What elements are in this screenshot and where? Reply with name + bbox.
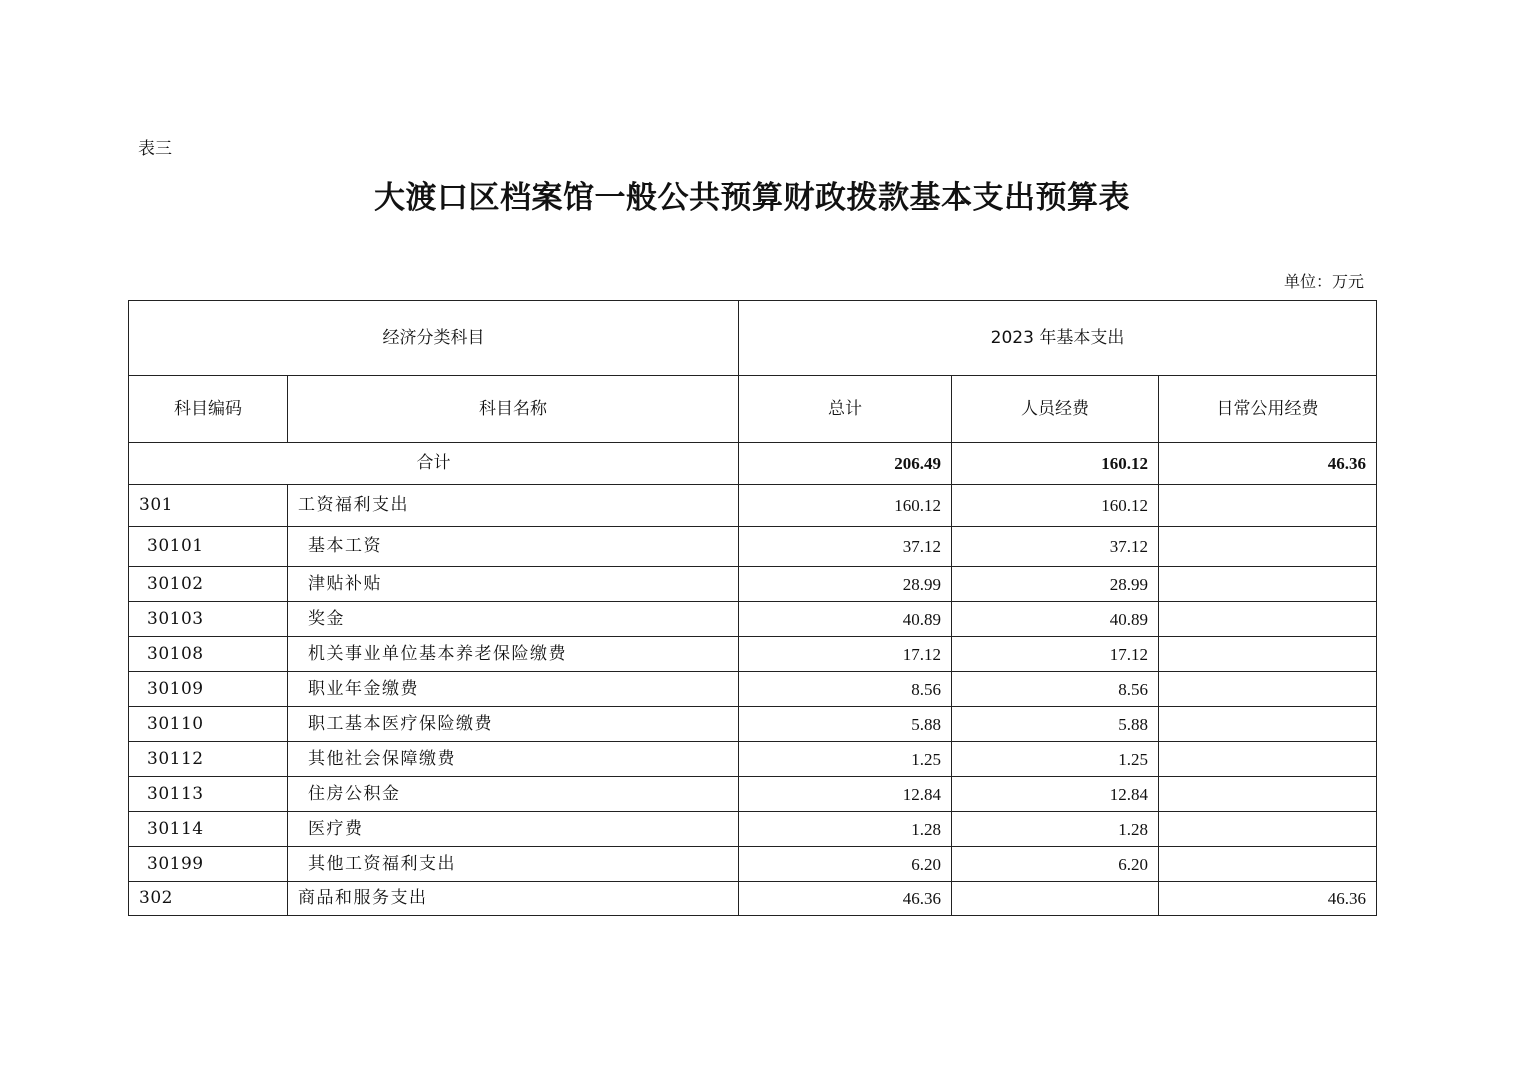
table-row	[129, 527, 1377, 567]
table-row	[129, 637, 1377, 672]
total-row	[129, 443, 1377, 485]
row-name: 其他社会保障缴费	[288, 742, 739, 777]
row-name: 职工基本医疗保险缴费	[288, 707, 739, 742]
row-name: 其他工资福利支出	[288, 847, 739, 882]
table-row	[129, 567, 1377, 602]
row-total: 160.12	[739, 485, 952, 527]
row-public	[1159, 707, 1377, 742]
row-total: 6.20	[739, 847, 952, 882]
budget-table	[128, 300, 1377, 916]
table-label: 表三	[138, 139, 172, 159]
row-personnel: 12.84	[952, 777, 1159, 812]
total-public: 46.36	[1159, 443, 1377, 485]
row-public	[1159, 567, 1377, 602]
row-total: 37.12	[739, 527, 952, 567]
row-total: 1.28	[739, 812, 952, 847]
row-personnel: 1.28	[952, 812, 1159, 847]
table-row	[129, 777, 1377, 812]
row-personnel: 17.12	[952, 637, 1159, 672]
table-row	[129, 672, 1377, 707]
row-personnel: 5.88	[952, 707, 1159, 742]
row-public	[1159, 602, 1377, 637]
row-total: 17.12	[739, 637, 952, 672]
row-code: 30109	[129, 672, 288, 707]
table-row	[129, 847, 1377, 882]
total-total: 206.49	[739, 443, 952, 485]
header-code: 科目编码	[129, 376, 288, 443]
row-name: 奖金	[288, 602, 739, 637]
header-columns-row	[129, 376, 1377, 443]
header-name: 科目名称	[288, 376, 739, 443]
row-public	[1159, 485, 1377, 527]
row-code: 30113	[129, 777, 288, 812]
table-row	[129, 707, 1377, 742]
row-code: 30112	[129, 742, 288, 777]
table-row	[129, 812, 1377, 847]
row-public	[1159, 637, 1377, 672]
row-total: 28.99	[739, 567, 952, 602]
row-code: 30108	[129, 637, 288, 672]
row-personnel: 1.25	[952, 742, 1159, 777]
row-public	[1159, 812, 1377, 847]
row-code: 30102	[129, 567, 288, 602]
row-code: 30114	[129, 812, 288, 847]
row-total: 8.56	[739, 672, 952, 707]
row-name: 津贴补贴	[288, 567, 739, 602]
header-total: 总计	[739, 376, 952, 443]
table-row	[129, 485, 1377, 527]
row-personnel: 8.56	[952, 672, 1159, 707]
row-public	[1159, 847, 1377, 882]
header-public: 日常公用经费	[1159, 376, 1377, 443]
row-public: 46.36	[1159, 882, 1377, 916]
row-code: 302	[129, 882, 288, 916]
row-code: 30103	[129, 602, 288, 637]
row-name: 基本工资	[288, 527, 739, 567]
row-name: 商品和服务支出	[288, 882, 739, 916]
row-public	[1159, 672, 1377, 707]
row-total: 40.89	[739, 602, 952, 637]
row-total: 46.36	[739, 882, 952, 916]
row-public	[1159, 777, 1377, 812]
table-row	[129, 742, 1377, 777]
row-personnel: 40.89	[952, 602, 1159, 637]
row-public	[1159, 742, 1377, 777]
row-code: 301	[129, 485, 288, 527]
row-public	[1159, 527, 1377, 567]
row-name: 职业年金缴费	[288, 672, 739, 707]
header-basic-expenditure: 2023 年基本支出	[739, 301, 1377, 376]
row-total: 5.88	[739, 707, 952, 742]
row-total: 12.84	[739, 777, 952, 812]
row-code: 30199	[129, 847, 288, 882]
total-label: 合计	[129, 443, 739, 485]
header-group-row	[129, 301, 1377, 376]
row-name: 工资福利支出	[288, 485, 739, 527]
row-total: 1.25	[739, 742, 952, 777]
row-code: 30110	[129, 707, 288, 742]
row-personnel: 160.12	[952, 485, 1159, 527]
row-name: 住房公积金	[288, 777, 739, 812]
page-title: 大渡口区档案馆一般公共预算财政拨款基本支出预算表	[374, 180, 1130, 216]
row-name: 机关事业单位基本养老保险缴费	[288, 637, 739, 672]
row-code: 30101	[129, 527, 288, 567]
table-row	[129, 882, 1377, 916]
row-personnel: 37.12	[952, 527, 1159, 567]
row-name: 医疗费	[288, 812, 739, 847]
unit-note: 单位：万元	[1283, 272, 1364, 291]
row-personnel: 28.99	[952, 567, 1159, 602]
row-personnel	[952, 882, 1159, 916]
header-economic-category: 经济分类科目	[129, 301, 739, 376]
row-personnel: 6.20	[952, 847, 1159, 882]
total-personnel: 160.12	[952, 443, 1159, 485]
table-row	[129, 602, 1377, 637]
header-personnel: 人员经费	[952, 376, 1159, 443]
